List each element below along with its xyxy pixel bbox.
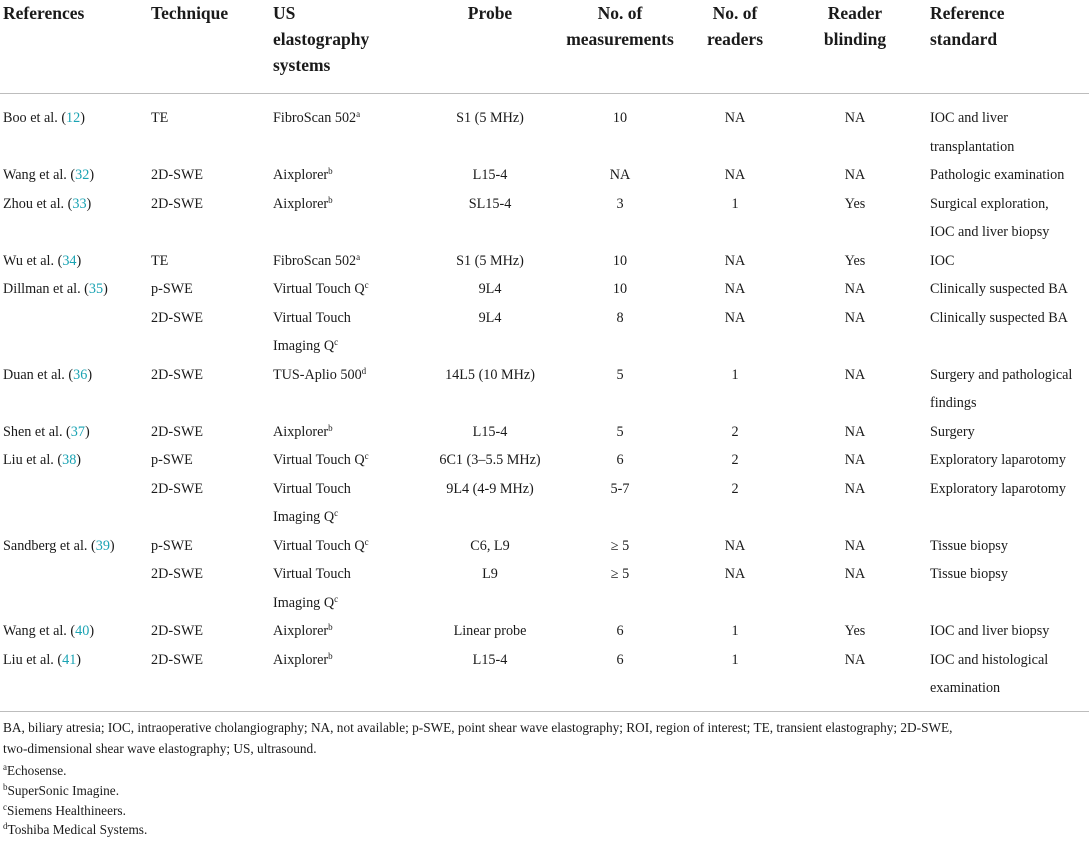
cell-technique: 2D-SWE (151, 566, 204, 582)
citation-link[interactable]: 37 (70, 423, 85, 440)
cell-system-line2: Imaging $Q^c$ (273, 337, 339, 354)
cell-blinding: NA (844, 423, 866, 440)
cell-probe: L15-4 (472, 651, 508, 668)
table-row (0, 190, 1089, 247)
citation-link[interactable]: 38 (62, 452, 77, 468)
citation-link[interactable]: 32 (75, 167, 90, 183)
cell-readers: NA (724, 537, 746, 554)
cell-technique: TE (151, 110, 169, 126)
cell-technique: 2D-SWE (151, 423, 204, 440)
cell-probe: 9L4 (478, 309, 502, 326)
cell-blinding: NA (844, 452, 866, 468)
cell-blinding: NA (844, 566, 866, 582)
cell-reference: Shen et al. (37) (3, 423, 90, 440)
cell-blinding: Yes (844, 623, 866, 639)
cell-readers: 1 (731, 195, 739, 212)
cell-technique: 2D-SWE (151, 195, 204, 212)
cell-measurements: 5 (616, 423, 624, 440)
cell-reference-standard: IOC (930, 252, 955, 269)
citation-link[interactable]: 34 (62, 252, 77, 269)
table-row (0, 418, 1089, 447)
cell-reference-standard: Clinically suspected BA (930, 309, 1068, 326)
header-reference-standard: Reference standard (930, 3, 1005, 49)
header-systems: US elastography systems (273, 3, 370, 75)
cell-readers: NA (724, 281, 746, 297)
table-bottom-rule (0, 711, 1089, 712)
cell-probe: S1 (5 MHz) (456, 252, 524, 269)
cell-blinding: NA (844, 366, 866, 383)
citation-link[interactable]: 12 (66, 110, 81, 126)
cell-blinding: NA (844, 281, 866, 297)
table-row (0, 161, 1089, 190)
table-row (0, 532, 1089, 561)
cell-probe: SL15-4 (468, 195, 512, 212)
cell-system: Virtual Touch $Q^c$ (273, 280, 369, 297)
cell-system: Aixplorer$^b$ (273, 650, 333, 668)
footnote-abbreviations: BA, biliary atresia; IOC, intraoperative cholangiography; NA, not available; p-SWE, point shear wave elastography; ROI, region of interest; TE, transient elastography; 2D-SWE, two-dimensional shear wave elastography; US, ultrasound. (3, 720, 953, 756)
cell-reference-standard-line2: transplantation (930, 138, 1015, 155)
table-row (0, 104, 1089, 161)
cell-measurements: 5-7 (610, 480, 630, 497)
cell-reference: Dillman et al. (35) (3, 281, 108, 297)
cell-blinding: Yes (844, 195, 866, 212)
cell-probe: 9L4 (478, 281, 502, 297)
citation-link[interactable]: 39 (95, 537, 110, 554)
cell-reference-standard: Surgery (930, 423, 975, 440)
cell-technique: 2D-SWE (151, 309, 204, 326)
cell-technique: 2D-SWE (151, 623, 204, 639)
cell-probe: L15-4 (472, 167, 508, 183)
cell-technique: TE (151, 252, 169, 269)
cell-measurements: ≥ 5 (610, 537, 630, 554)
cell-blinding: NA (844, 309, 866, 326)
cell-reference-standard-line2: examination (930, 680, 1001, 696)
cell-readers: 1 (731, 651, 739, 668)
cell-readers: 2 (731, 452, 739, 468)
cell-reference-standard: Pathologic examination (930, 167, 1065, 183)
cell-system: FibroScan 502$^a$ (273, 109, 361, 126)
footnote-c: $^c$Siemens Healthineers. (3, 802, 126, 818)
cell-system-line2: Imaging $Q^c$ (273, 508, 339, 525)
cell-readers: NA (724, 167, 746, 183)
cell-readers: 2 (731, 423, 739, 440)
table-row (0, 247, 1089, 276)
cell-probe: 14L5 (10 MHz) (445, 366, 535, 383)
cell-system-line2: Imaging $Q^c$ (273, 593, 339, 611)
cell-reference: Boo et al. (12) (3, 110, 85, 126)
cell-readers: NA (724, 252, 746, 269)
cell-readers: NA (724, 309, 746, 326)
cell-reference-standard-line2: findings (930, 395, 977, 411)
table-row (0, 304, 1089, 361)
cell-probe: S1 (5 MHz) (456, 110, 524, 126)
cell-reference-standard: Exploratory laparotomy (930, 480, 1066, 497)
cell-blinding: NA (844, 110, 866, 126)
cell-probe: 9L4 (4-9 MHz) (446, 480, 534, 497)
cell-reference: Duan et al. (36) (3, 366, 93, 383)
cell-technique: 2D-SWE (151, 167, 204, 183)
cell-system: Virtual Touch $Q^c$ (273, 536, 369, 554)
cell-measurements: 3 (616, 195, 624, 212)
table-row (0, 361, 1089, 418)
cell-reference-standard: Tissue biopsy (930, 566, 1008, 582)
cell-reference: Wu et al. (34) (3, 252, 82, 269)
cell-reference: Sandberg et al. (39) (3, 537, 115, 554)
citation-link[interactable]: 33 (72, 195, 87, 212)
cell-reference-standard: Clinically suspected BA (930, 281, 1068, 297)
cell-reference-standard: Tissue biopsy (930, 537, 1008, 554)
cell-reference: Zhou et al. (33) (3, 195, 92, 212)
cell-system: Virtual Touch $Q^c$ (273, 451, 369, 468)
cell-readers: 1 (731, 623, 739, 639)
cell-reference-standard-line2: IOC and liver biopsy (930, 224, 1050, 240)
table-row (0, 446, 1089, 475)
cell-technique: 2D-SWE (151, 480, 204, 497)
citation-link[interactable]: 41 (62, 651, 77, 668)
footnote-a: $^a$Echosense. (3, 762, 67, 778)
cell-blinding: NA (844, 167, 866, 183)
header-technique: Technique (151, 3, 229, 23)
citation-link[interactable]: 36 (73, 366, 88, 383)
cell-measurements: 5 (616, 366, 624, 383)
cell-technique: p-SWE (151, 537, 193, 554)
header-references: References (3, 3, 85, 23)
cell-blinding: NA (844, 651, 866, 668)
cell-readers: NA (724, 110, 746, 126)
header-rule (0, 93, 1089, 94)
cell-measurements: 6 (616, 651, 624, 668)
cell-measurements: NA (609, 167, 631, 183)
cell-probe: C6, L9 (470, 537, 510, 554)
cell-system: Virtual Touch (273, 309, 351, 326)
cell-measurements: 10 (612, 252, 628, 269)
cell-blinding: NA (844, 480, 866, 497)
cell-blinding: NA (844, 537, 866, 554)
cell-technique: 2D-SWE (151, 651, 204, 668)
cell-system: Aixplorer$^b$ (273, 422, 333, 440)
cell-reference-standard: Surgical exploration, (930, 195, 1049, 212)
cell-technique: p-SWE (151, 452, 193, 468)
cell-reference: Liu et al. (38) (3, 452, 82, 468)
cell-reference: Wang et al. (32) (3, 167, 95, 183)
citation-link[interactable]: 35 (88, 281, 104, 297)
table-row (0, 646, 1089, 703)
cell-reference-standard: IOC and liver biopsy (930, 623, 1050, 639)
citation-link[interactable]: 40 (75, 623, 90, 639)
cell-reference-standard: IOC and histological (930, 651, 1049, 668)
cell-probe: 6C1 (3–5.5 MHz) (439, 452, 541, 468)
cell-blinding: Yes (844, 252, 866, 269)
cell-system: TUS-Aplio 500$^d$ (273, 365, 367, 383)
footnote-d: $^d$Toshiba Medical Systems. (3, 821, 148, 837)
header-readers: No. of readers (706, 3, 764, 49)
table-row (0, 617, 1089, 646)
cell-readers: 2 (731, 480, 739, 497)
table-row (0, 560, 1089, 617)
cell-probe: L9 (482, 566, 498, 582)
cell-readers: NA (724, 566, 746, 582)
cell-reference: Liu et al. (41) (3, 651, 82, 668)
cell-technique: 2D-SWE (151, 366, 204, 383)
cell-measurements: 10 (612, 281, 628, 297)
cell-system: FibroScan 502$^a$ (273, 251, 361, 269)
cell-system: Aixplorer$^b$ (273, 622, 333, 639)
table-row (0, 475, 1089, 532)
cell-measurements: 6 (616, 623, 624, 639)
header-measurements: No. of measurements (566, 3, 674, 49)
cell-probe: Linear probe (453, 623, 527, 639)
cell-system: Virtual Touch (273, 480, 351, 497)
cell-measurements: 8 (616, 309, 624, 326)
cell-reference-standard: IOC and liver (930, 110, 1009, 126)
cell-technique: p-SWE (151, 281, 193, 297)
cell-reference: Wang et al. (40) (3, 623, 95, 639)
cell-system: Aixplorer$^b$ (273, 194, 333, 212)
cell-reference-standard: Exploratory laparotomy (930, 452, 1066, 468)
header-probe: Probe (467, 3, 513, 23)
footnote-b: $^b$SuperSonic Imagine. (3, 782, 120, 798)
cell-reference-standard: Surgery and pathological (930, 366, 1073, 383)
cell-probe: L15-4 (472, 423, 508, 440)
cell-system: Aixplorer$^b$ (273, 166, 333, 183)
cell-measurements: 10 (612, 110, 628, 126)
table-row (0, 275, 1089, 304)
cell-measurements: 6 (616, 452, 624, 468)
cell-readers: 1 (731, 366, 739, 383)
cell-system: Virtual Touch (273, 566, 351, 582)
header-blinding: Reader blinding (823, 3, 887, 49)
cell-measurements: ≥ 5 (610, 566, 630, 582)
